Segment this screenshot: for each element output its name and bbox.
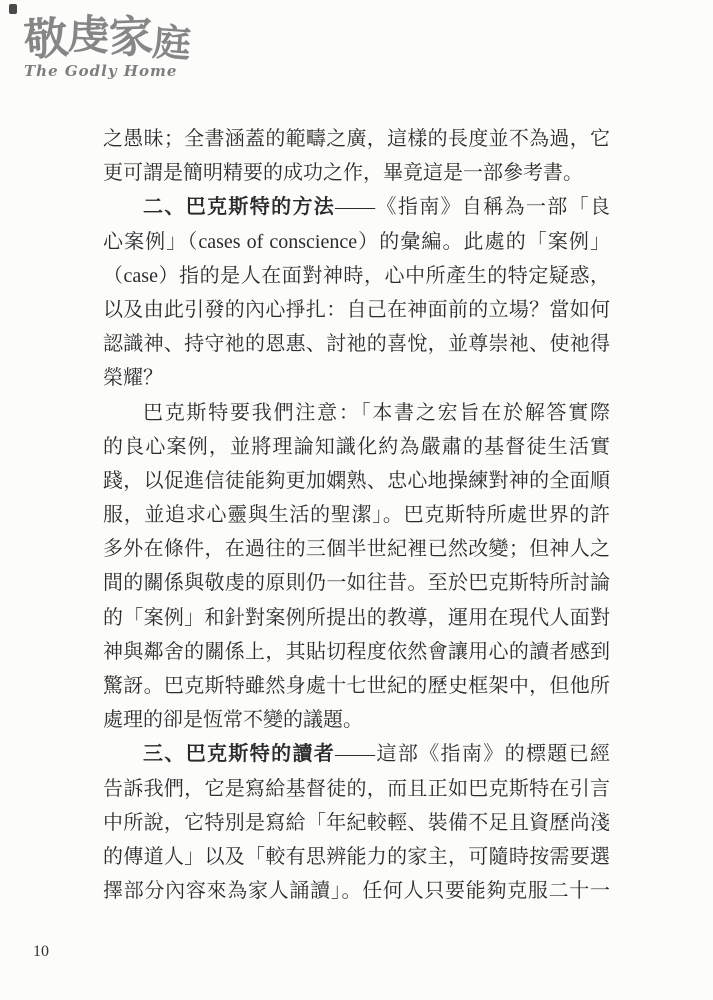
text-line (103, 293, 610, 327)
text-line (103, 396, 610, 430)
text-line (103, 156, 610, 190)
logo-char: 家 (108, 12, 154, 63)
text-line (103, 430, 610, 464)
line-text: ——《指南》自稱為一部「良 (335, 196, 610, 219)
line-text: 心案例」（cases of conscience）的彙編。此處的「案例」 (103, 230, 610, 253)
line-text: 告訴我們，它是寫給基督徒的，而且正如巴克斯特在引言 (103, 777, 610, 800)
line-text: 以及由此引發的內心掙扎：自己在神面前的立場？當如何 (103, 298, 610, 321)
line-text: 間的關係與敬虔的原則仍一如往昔。至於巴克斯特所討論 (103, 572, 610, 595)
line-text: ——這部《指南》的標題已經 (335, 743, 610, 766)
line-text: 的良心案例，並將理論知識化約為嚴肅的基督徒生活實 (103, 435, 610, 458)
text-line (103, 122, 610, 156)
text-line (103, 225, 610, 259)
line-text: 中所說，它特別是寫給「年紀較輕、裝備不足且資歷尚淺 (103, 811, 610, 834)
line-text: 處理的卻是恆常不變的議題。 (103, 709, 363, 732)
line-text: 巴克斯特要我們注意：「本書之宏旨在於解答實際 (143, 401, 610, 424)
line-text: 驚訝。巴克斯特雖然身處十七世紀的歷史框架中，但他所 (103, 675, 610, 697)
text-line (103, 464, 610, 498)
text-line (103, 532, 610, 566)
corner-mark (9, 4, 17, 14)
logo-char: 虔 (67, 10, 111, 60)
text-line (103, 327, 610, 361)
text-line (103, 874, 610, 908)
line-text: 擇部分內容來為家人誦讀」。任何人只要能夠克服二十一 (103, 880, 610, 903)
section-heading: 三、巴克斯特的讀者 (143, 743, 336, 766)
logo-chinese-title (22, 10, 193, 67)
line-text: 更可謂是簡明精要的成功之作，畢竟這是一部參考書。 (103, 162, 583, 185)
text-line (103, 566, 610, 600)
text-line (103, 772, 610, 806)
text-line (103, 703, 610, 737)
text-line (103, 806, 610, 840)
line-text: （case）指的是人在面對神時，心中所產生的特定疑惑， (103, 264, 610, 287)
logo-char: 庭 (151, 21, 193, 67)
text-line (103, 601, 610, 635)
line-text: 的「案例」和針對案例所提出的教導，運用在現代人面對 (103, 606, 610, 629)
line-text: 多外在條件，在過往的三個半世紀裡已然改變；但神人之 (103, 538, 610, 561)
section-heading-line (103, 737, 610, 771)
section-heading: 二、巴克斯特的方法 (143, 196, 336, 219)
text-line (103, 669, 610, 703)
logo-char: 敬 (22, 13, 71, 66)
line-text: 踐，以促進信徒能夠更加嫻熟、忠心地操練對神的全面順 (103, 469, 610, 492)
page-number: 10 (33, 943, 49, 960)
body-text (103, 122, 610, 908)
line-text: 服，並追求心靈與生活的聖潔」。巴克斯特所處世界的許 (103, 504, 610, 527)
logo-english-title: The Godly Home (24, 62, 178, 80)
publisher-logo (22, 10, 193, 80)
line-text: 之愚昧；全書涵蓋的範疇之廣，這樣的長度並不為過，它 (103, 128, 610, 150)
line-text: 神與鄰舍的關係上，其貼切程度依然會讓用心的讀者感到 (103, 640, 610, 663)
text-line (103, 361, 610, 395)
text-line (103, 259, 610, 293)
text-line (103, 498, 610, 532)
text-line (103, 840, 610, 874)
line-text: 認識神、持守祂的恩惠、討祂的喜悅，並尊崇祂、使祂得 (103, 333, 610, 356)
line-text: 的傳道人」以及「較有思辨能力的家主，可隨時按需要選 (103, 845, 610, 868)
text-line (103, 635, 610, 669)
section-heading-line (103, 190, 610, 224)
line-text: 榮耀？ (103, 367, 163, 390)
